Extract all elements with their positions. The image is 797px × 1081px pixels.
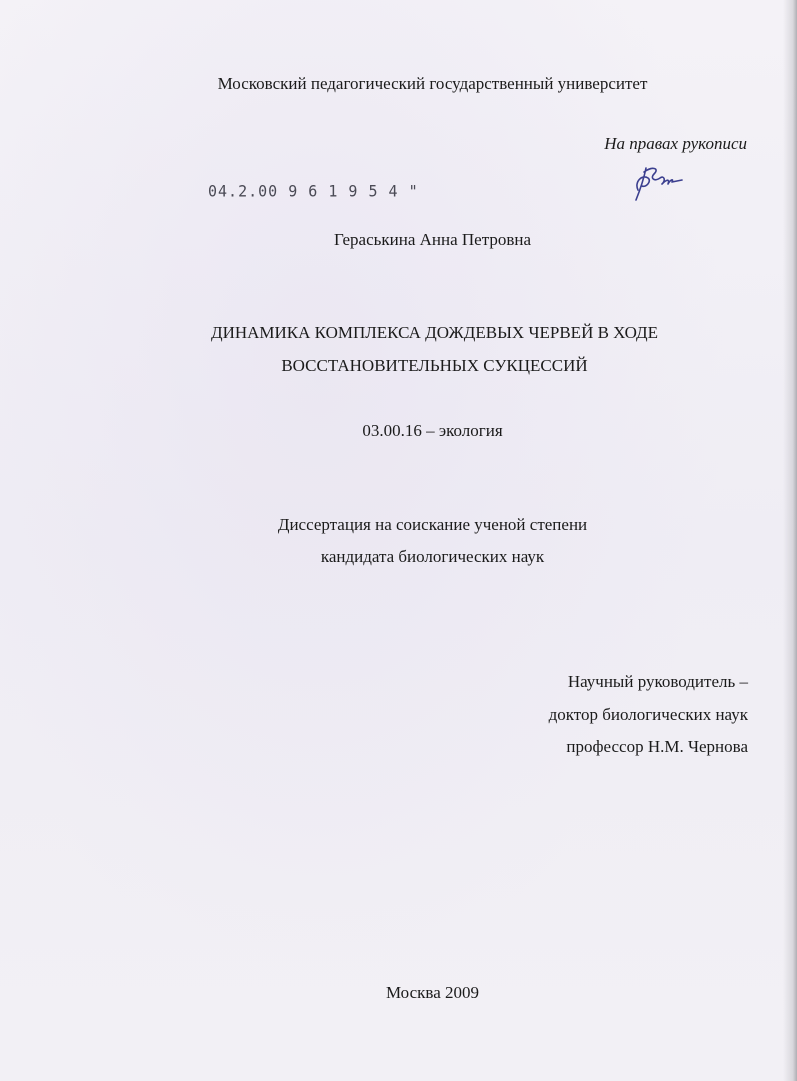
city-and-year: Москва 2009	[385, 983, 480, 1002]
university-name: Московский педагогический государственный университет	[217, 74, 648, 93]
advisor-name: профессор Н.М. Чернова	[566, 737, 748, 756]
advisor-label: Научный руководитель –	[567, 672, 748, 691]
degree-statement-line-1: Диссертация на соискание ученой степени	[277, 515, 588, 534]
degree-statement-line-2: кандидата биологических наук	[320, 547, 545, 566]
author-name: Гераськина Анна Петровна	[333, 230, 532, 249]
thesis-title-line-2: ВОССТАНОВИТЕЛЬНЫХ СУКЦЕССИЙ	[281, 356, 588, 375]
scan-edge-shadow	[783, 0, 797, 1081]
thesis-title-line-1: ДИНАМИКА КОМПЛЕКСА ДОЖДЕВЫХ ЧЕРВЕЙ В ХОДЕ	[210, 323, 659, 342]
advisor-degree: доктор биологических наук	[548, 705, 748, 724]
library-stamp: 04.2.00 9 6 1 9 5 4 "	[208, 181, 419, 201]
handwritten-signature	[624, 160, 684, 204]
specialty-code: 03.00.16 – экология	[362, 421, 503, 440]
rights-note: На правах рукописи	[604, 134, 747, 153]
